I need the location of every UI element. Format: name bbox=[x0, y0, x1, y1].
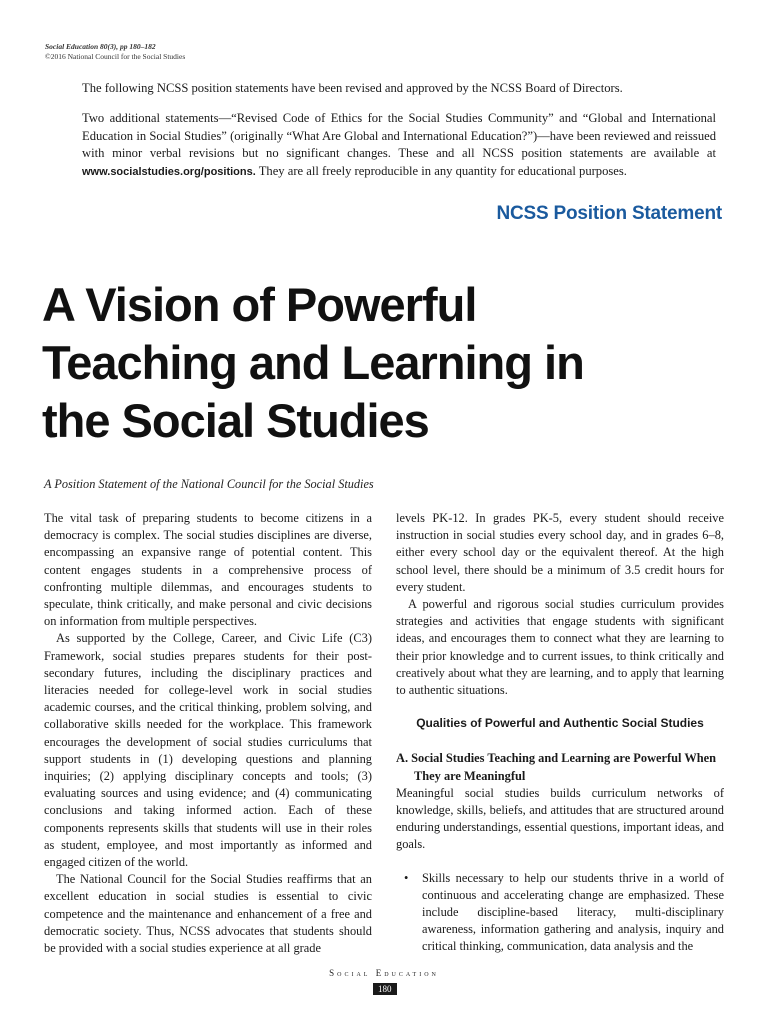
subtitle: A Position Statement of the National Council for the Social Studies bbox=[44, 477, 374, 491]
journal-citation: Social Education 80(3), pp 180–182 bbox=[45, 42, 156, 51]
intro-paragraph-2-text-b: They are all freely reproducible in any quantity for educational purposes. bbox=[255, 163, 627, 178]
left-paragraph-2: As supported by the College, Career, and Civic Life (C3) Framework, social studies prepares students for their post-secondary futures, including the disciplinary practices and literacies needed for college-level work in social studies academic courses, and the critical thinking, problem solving, and collaborative skills needed for the workplace. This framework encourages the development of social studies curriculums that support students in (1) developing questions and planning inquiries; (2) applying disciplinary concepts and tools; (3) evaluating sources and using evidence; and (4) communicating conclusions and taking informed action. Each of these components represents skills that students will use in their roles as student, employee, and most importantly as informed and engaged citizen of the world. bbox=[44, 631, 372, 870]
intro-paragraph-2 bbox=[82, 110, 716, 181]
right-paragraph-3: Meaningful social studies builds curriculum networks of knowledge, skills, beliefs, and attitudes that are structured around enduring understandings, essential questions, important ideas, and goals. bbox=[396, 785, 724, 852]
copyright-line: ©2016 National Council for the Social Studies bbox=[45, 52, 186, 61]
title-line-2: Teaching and Learning in bbox=[42, 336, 584, 389]
list-item bbox=[396, 870, 724, 956]
intro-block bbox=[82, 80, 716, 194]
right-column bbox=[396, 510, 724, 956]
bullet-icon: • bbox=[404, 870, 409, 885]
page-number: 180 bbox=[373, 983, 397, 995]
title-line-1: A Vision of Powerful bbox=[42, 278, 477, 331]
positions-link[interactable]: www.socialstudies.org/positions. bbox=[82, 165, 256, 178]
title-line-3: the Social Studies bbox=[42, 394, 429, 447]
bullet-text-1: Skills necessary to help our students thrive in a world of continuous and accelerating change are emphasized. These include discipline-based literacy, multi-disciplinary awareness, information gathering and analysis, inquiry and critical thinking, communication, data analysis and the bbox=[422, 870, 724, 954]
left-paragraph-1: The vital task of preparing students to become citizens in a democracy is complex. The social studies disciplines are diverse, encompassing an expansive range of potential content. This content engages students in a comprehensive process of confronting multiple dilemmas, and encourages students to speculate, think critically, and make personal and civic decisions on information from multiple perspectives. bbox=[44, 511, 372, 629]
right-paragraph-1: levels PK-12. In grades PK-5, every student should receive instruction in social studies every school day, and in grades 6–8, either every school day or the equivalent thereof. At the high school level, there should be a minimum of 3.5 credit hours for every student. bbox=[396, 511, 724, 594]
footer-journal-title: Social Education bbox=[329, 968, 439, 978]
intro-paragraph-1: The following NCSS position statements have been revised and approved by the NCSS Board of Directors. bbox=[82, 81, 623, 95]
position-statement-label: NCSS Position Statement bbox=[496, 203, 722, 224]
subsection-heading-a: A. Social Studies Teaching and Learning are Powerful When They are Meaningful bbox=[396, 751, 717, 783]
section-heading: Qualities of Powerful and Authentic Social Studies bbox=[416, 716, 704, 731]
page-title bbox=[42, 276, 742, 450]
bullet-list bbox=[396, 870, 724, 956]
left-column bbox=[44, 510, 372, 957]
intro-paragraph-2-text-a: Two additional statements—“Revised Code of Ethics for the Social Studies Community” and “Global and International Education in Social Studies” (originally “What Are Global and International Education?”)—have been reviewed and reissued with minor verbal revisions but no significant changes. These and all NCSS position statements are available at bbox=[82, 111, 716, 161]
header-meta bbox=[45, 42, 185, 62]
right-paragraph-2: A powerful and rigorous social studies curriculum provides strategies and activities that engage students with significant ideas, and encourages them to connect what they are learning to their prior knowledge and to current issues, to think critically and creatively about what they are learning, and to apply that learning to authentic situations. bbox=[396, 597, 724, 698]
left-paragraph-3: The National Council for the Social Studies reaffirms that an excellent education in social studies is essential to civic competence and the maintenance and enhancement of a free and democratic society. Thus, NCSS advocates that students should be provided with a social studies experience at all grade bbox=[44, 872, 372, 956]
